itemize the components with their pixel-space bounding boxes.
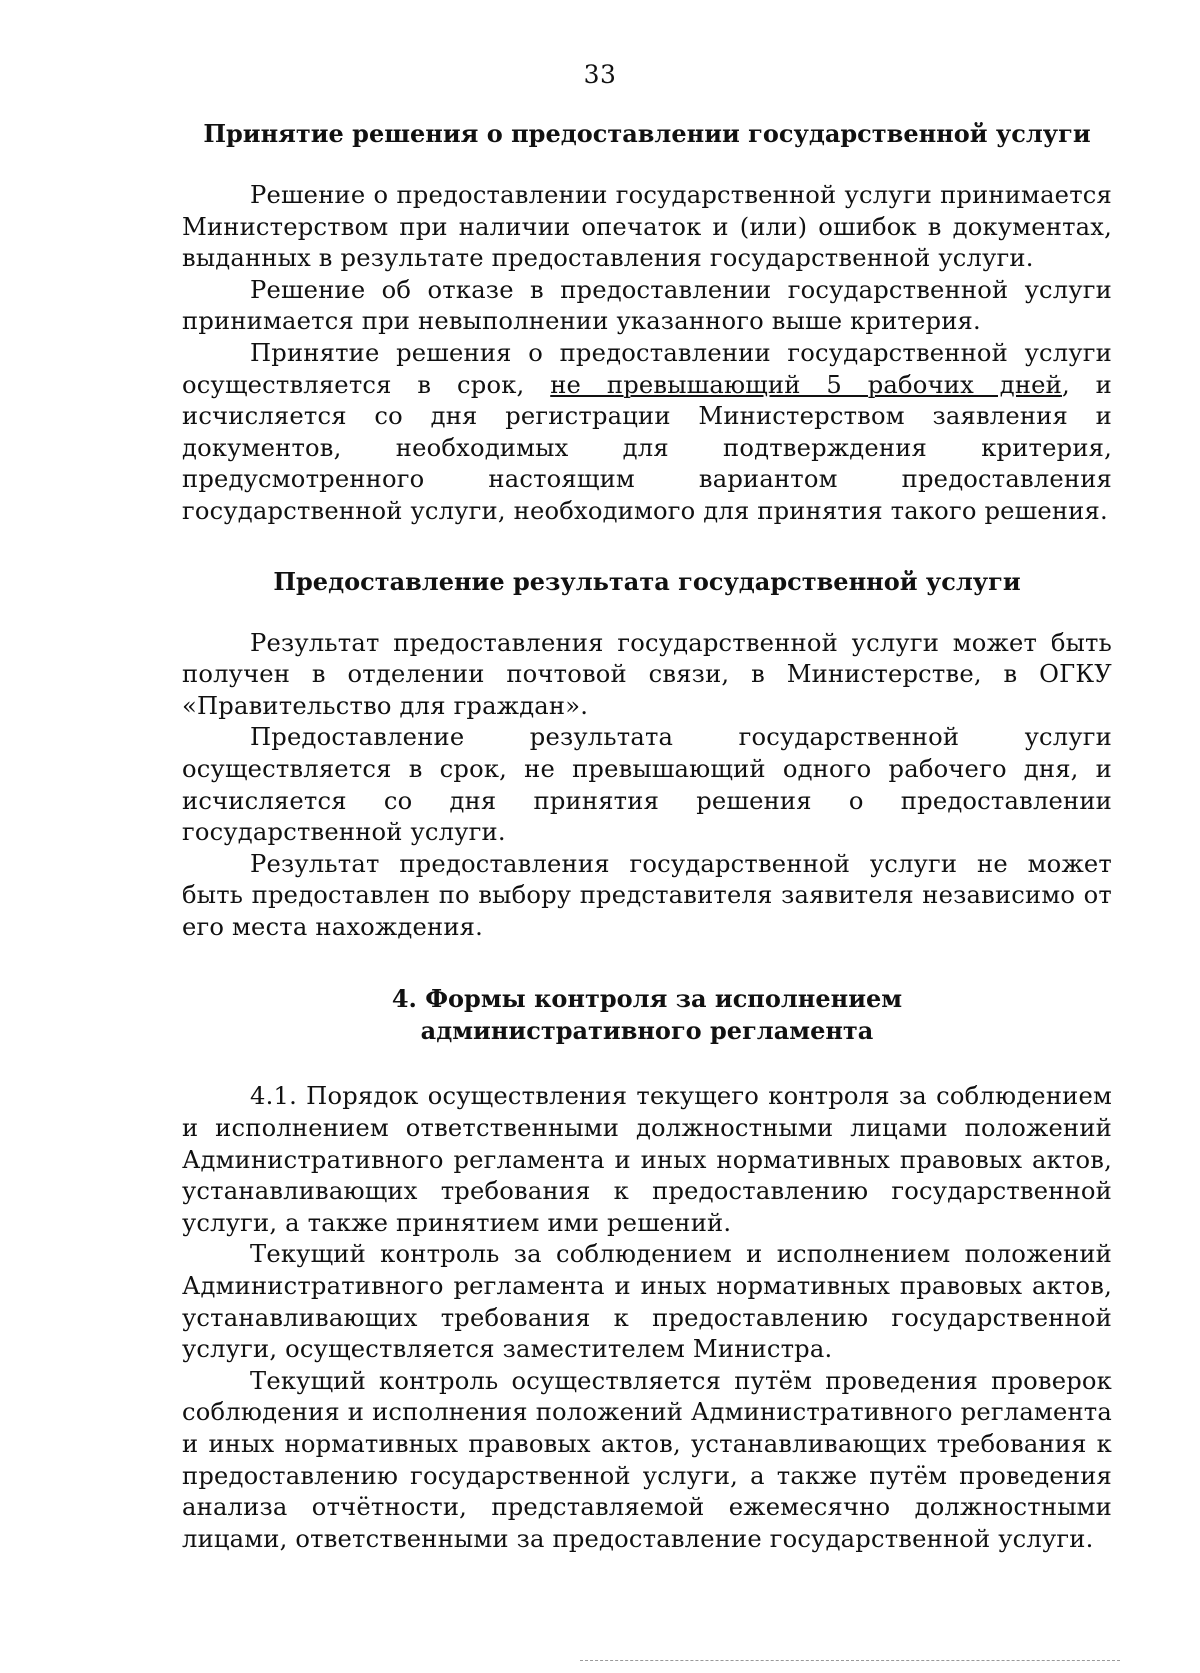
paragraph: 4.1. Порядок осуществления текущего контроля за соблюдением и исполнением ответственными должностными лицами положений Административного регламента и иных нормативных правовых актов, устанавливающих требования к предоставлению государственной услуги, а также принятием ими решений. [182, 1082, 1112, 1237]
heading-result: Предоставление результата государственной услуги [273, 566, 1021, 596]
footer-divider [580, 1660, 1120, 1661]
text-fragment: Принятие решения о предоставлении государственной услуги осуществляется в срок, [182, 338, 1112, 399]
heading-decision: Принятие решения о предоставлении государственной услуги [203, 119, 1091, 148]
section-control [182, 983, 1112, 1555]
paragraph: Решение о предоставлении государственной услуги принимается Министерством при наличии опечаток и (или) ошибок в документах, выданных в результате предоставления государственной услуги. [182, 181, 1112, 273]
text-fragment: , и исчисляется со дня регистрации Министерством заявления и документов, необходимых для подтверждения критерия, предусмотренного настоящим вариантом предоставления государственной услуги, необходимого для принятия такого решения. [182, 370, 1112, 525]
paragraph: Решение об отказе в предоставлении государственной услуги принимается при невыполнении указанного выше критерия. [182, 275, 1112, 336]
paragraph-term [182, 338, 1112, 528]
heading-line: 4. Формы контроля за исполнением [391, 984, 903, 1014]
underlined-term: не превышающий 5 рабочих дней [550, 370, 1062, 399]
document-body [182, 118, 1112, 1555]
section-result [182, 566, 1112, 944]
heading-control [182, 983, 1112, 1047]
heading-line: административного регламента [420, 1016, 874, 1046]
paragraph: Результат предоставления государственной услуги может быть получен в отделении почтовой связи, в Министерстве, в ОГКУ «Правительство для граждан». [182, 628, 1112, 720]
page-number: 33 [583, 60, 617, 89]
paragraph: Результат предоставления государственной услуги не может быть предоставлен по выбору представителя заявителя независимо от его места нахождения. [182, 849, 1112, 941]
paragraph: Текущий контроль осуществляется путём проведения проверок соблюдения и исполнения положений Административного регламента и иных нормативных правовых актов, устанавливающих требования к предоставлению государственной услуги, а также путём проведения анализа отчётности, представляемой ежемесячно должностными лицами, ответственными за предоставление государственной услуги. [182, 1366, 1112, 1553]
section-decision [182, 118, 1112, 528]
paragraph: Предоставление результата государственной услуги осуществляется в срок, не превышающий одного рабочего дня, и исчисляется со дня принятия решения о предоставлении государственной услуги. [182, 723, 1112, 847]
paragraph: Текущий контроль за соблюдением и исполнением положений Административного регламента и иных нормативных правовых актов, устанавливающих требования к предоставлению государственной услуги, осуществляется заместителем Министра. [182, 1240, 1112, 1364]
